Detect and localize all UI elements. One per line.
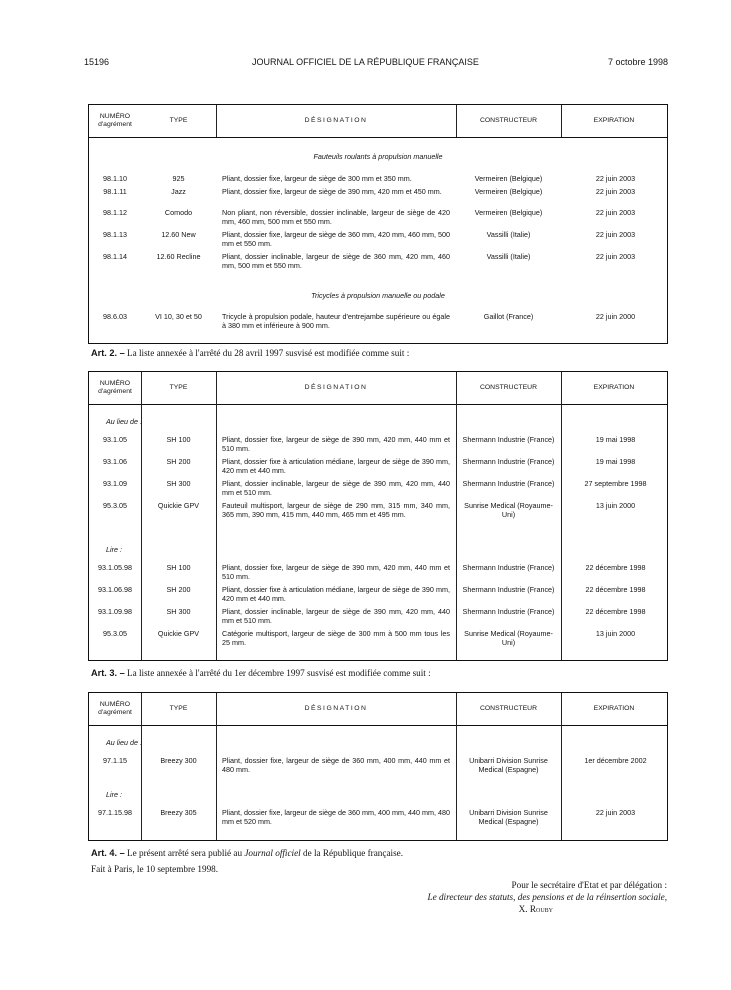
approval-number: 95.3.05 xyxy=(103,501,127,510)
manufacturer: Vassilli (Italie) xyxy=(486,252,531,261)
designation: Pliant, dossier fixe, largeur de siège de 300 mm et 350 mm. xyxy=(222,174,412,183)
publication-date: 7 octobre 1998 xyxy=(607,57,668,67)
article-3 xyxy=(91,668,431,678)
approval-number: 93.1.09.98 xyxy=(98,607,132,616)
designation: Pliant, dossier fixe à articulation médiane, largeur de siège de 390 mm, 420 mm et 440 mm. xyxy=(222,585,450,603)
header-numero: NUMÉRO d'agrément xyxy=(98,380,132,395)
manufacturer: Shermann Industrie (France) xyxy=(462,563,555,572)
table-header xyxy=(89,693,667,726)
section-lire: Lire : xyxy=(106,545,122,554)
section-au-lieu-de: Au lieu de : xyxy=(106,738,142,747)
header-constructeur: CONSTRUCTEUR xyxy=(479,117,538,124)
model-type: 12.60 Recline xyxy=(156,252,201,261)
divider xyxy=(456,372,457,660)
approval-table-2 xyxy=(88,371,668,661)
header-expiration: EXPIRATION xyxy=(593,705,635,712)
signatory-name: X. Rouby xyxy=(518,904,553,914)
divider xyxy=(216,372,217,660)
model-type: 925 xyxy=(172,174,185,183)
header-designation: DÉSIGNATION xyxy=(304,705,368,712)
designation: Pliant, dossier inclinable, largeur de siège de 360 mm, 420 mm, 460 mm, 500 mm et 550 mm. xyxy=(222,252,450,270)
manufacturer: Vermeiren (Belgique) xyxy=(474,187,543,196)
signature-line-2: Le directeur des statuts, des pensions et de la réinsertion sociale, xyxy=(427,892,667,902)
designation: Pliant, dossier inclinable, largeur de siège de 390 mm, 420 mm, 440 mm et 510 mm. xyxy=(222,607,450,625)
header-type: TYPE xyxy=(169,384,188,391)
expiration-date: 22 décembre 1998 xyxy=(585,607,646,616)
approval-number: 97.1.15.98 xyxy=(98,808,132,817)
designation: Pliant, dossier fixe à articulation médiane, largeur de siège de 390 mm, 420 mm et 440 mm. xyxy=(222,457,450,475)
approval-number: 93.1.06 xyxy=(103,457,127,466)
manufacturer: Sunrise Medical (Royaume-Uni) xyxy=(464,501,553,519)
divider xyxy=(456,693,457,840)
approval-number: 93.1.09 xyxy=(103,479,127,488)
article-2 xyxy=(91,348,409,358)
model-type: VI 10, 30 et 50 xyxy=(155,312,202,321)
model-type: Jazz xyxy=(171,187,186,196)
header-numero: NUMÉRO d'agrément xyxy=(98,701,132,716)
manufacturer: Shermann Industrie (France) xyxy=(462,607,555,616)
model-type: SH 300 xyxy=(166,607,191,616)
section-au-lieu-de: Au lieu de : xyxy=(106,417,142,426)
designation: Pliant, dossier fixe, largeur de siège de 360 mm, 400 mm, 440 mm, 480 mm et 520 mm. xyxy=(222,808,450,826)
model-type: SH 200 xyxy=(166,457,191,466)
approval-number: 98.1.13 xyxy=(103,230,127,239)
model-type: Quickie GPV xyxy=(157,501,200,510)
model-type: SH 100 xyxy=(166,563,191,572)
expiration-date: 22 juin 2000 xyxy=(595,312,636,321)
header-expiration: EXPIRATION xyxy=(593,384,635,391)
designation: Pliant, dossier fixe, largeur de siège de 390 mm, 420 mm et 450 mm. xyxy=(222,187,442,196)
section-lire: Lire : xyxy=(106,790,122,799)
designation: Non pliant, non réversible, dossier inclinable, largeur de siège de 420 mm, 460 mm, 500 mm et 550 mm. xyxy=(222,208,450,226)
model-type: SH 200 xyxy=(166,585,191,594)
approval-number: 97.1.15 xyxy=(103,756,127,765)
manufacturer: Vermeiren (Belgique) xyxy=(474,174,543,183)
designation: Pliant, dossier fixe, largeur de siège de 360 mm, 420 mm, 460 mm, 500 mm et 550 mm. xyxy=(222,230,450,248)
header-type: TYPE xyxy=(169,117,188,124)
manufacturer: Shermann Industrie (France) xyxy=(462,435,555,444)
approval-number: 98.1.11 xyxy=(103,187,127,196)
model-type: Breezy 305 xyxy=(160,808,197,817)
expiration-date: 1er décembre 2002 xyxy=(584,756,647,765)
designation: Catégorie multisport, largeur de siège de 300 mm à 500 mm tous les 25 mm. xyxy=(222,629,450,647)
divider xyxy=(216,693,217,840)
expiration-date: 13 juin 2000 xyxy=(595,501,636,510)
divider xyxy=(561,693,562,840)
expiration-date: 22 juin 2003 xyxy=(595,230,636,239)
expiration-date: 19 mai 1998 xyxy=(595,457,636,466)
model-type: 12.60 New xyxy=(161,230,196,239)
divider xyxy=(456,105,457,137)
header-designation: DÉSIGNATION xyxy=(304,384,368,391)
manufacturer: Unibarri Division Sunrise Medical (Espagne) xyxy=(469,756,548,774)
expiration-date: 22 juin 2003 xyxy=(595,187,636,196)
manufacturer: Unibarri Division Sunrise Medical (Espagne) xyxy=(469,808,548,826)
expiration-date: 19 mai 1998 xyxy=(595,435,636,444)
model-type: SH 100 xyxy=(166,435,191,444)
place-date: Fait à Paris, le 10 septembre 1998. xyxy=(91,864,219,874)
divider xyxy=(561,105,562,137)
journal-title: JOURNAL OFFICIEL DE LA RÉPUBLIQUE FRANÇAISE xyxy=(252,57,479,67)
divider xyxy=(141,693,142,840)
page-header xyxy=(84,57,668,71)
manufacturer: Shermann Industrie (France) xyxy=(462,585,555,594)
approval-number: 98.6.03 xyxy=(103,312,127,321)
expiration-date: 22 juin 2003 xyxy=(595,174,636,183)
approval-table-1 xyxy=(88,104,668,344)
table-header xyxy=(89,372,667,405)
page-number: 15196 xyxy=(84,57,110,67)
manufacturer: Shermann Industrie (France) xyxy=(462,457,555,466)
expiration-date: 13 juin 2000 xyxy=(595,629,636,638)
expiration-date: 27 septembre 1998 xyxy=(584,479,647,488)
section-title: Tricycles à propulsion manuelle ou podale xyxy=(311,291,445,300)
designation: Tricycle à propulsion podale, hauteur d'entrejambe supérieure ou égale à 380 mm et inférieure à 900 mm. xyxy=(222,312,450,330)
approval-number: 98.1.10 xyxy=(103,174,127,183)
header-constructeur: CONSTRUCTEUR xyxy=(479,384,538,391)
model-type: Breezy 300 xyxy=(160,756,197,765)
approval-number: 95.3.05 xyxy=(103,629,127,638)
designation: Fauteuil multisport, largeur de siège de 290 mm, 315 mm, 340 mm, 365 mm, 390 mm, 415 mm, 440 mm, 465 mm et 495 mm. xyxy=(222,501,450,519)
model-type: SH 300 xyxy=(166,479,191,488)
header-designation: DÉSIGNATION xyxy=(304,117,368,124)
header-type: TYPE xyxy=(169,705,188,712)
article-text: Le présent arrêté sera publié au xyxy=(127,848,245,858)
signature-line-1: Pour le secrétaire d'Etat et par délégation : xyxy=(511,880,667,890)
expiration-date: 22 juin 2003 xyxy=(595,208,636,217)
designation: Pliant, dossier inclinable, largeur de siège de 390 mm, 420 mm, 440 mm et 510 mm. xyxy=(222,479,450,497)
designation: Pliant, dossier fixe, largeur de siège de 390 mm, 420 mm, 440 mm et 510 mm. xyxy=(222,435,450,453)
model-type: Comodo xyxy=(164,208,193,217)
divider xyxy=(561,372,562,660)
article-text: La liste annexée à l'arrêté du 28 avril 1997 susvisé est modifiée comme suit : xyxy=(127,348,410,358)
approval-number: 98.1.14 xyxy=(103,252,127,261)
article-label: Art. 2. – xyxy=(91,348,125,358)
table-header xyxy=(89,105,667,138)
expiration-date: 22 juin 2003 xyxy=(595,252,636,261)
article-text: de la République française. xyxy=(300,848,404,858)
expiration-date: 22 décembre 1998 xyxy=(585,585,646,594)
expiration-date: 22 décembre 1998 xyxy=(585,563,646,572)
divider xyxy=(141,372,142,660)
approval-number: 98.1.12 xyxy=(103,208,127,217)
divider xyxy=(216,105,217,137)
approval-number: 93.1.05 xyxy=(103,435,127,444)
manufacturer: Gaillot (France) xyxy=(483,312,534,321)
article-label: Art. 3. – xyxy=(91,668,125,678)
model-type: Quickie GPV xyxy=(157,629,200,638)
article-4 xyxy=(91,848,403,858)
expiration-date: 22 juin 2003 xyxy=(595,808,636,817)
approval-number: 93.1.05.98 xyxy=(98,563,132,572)
manufacturer: Vermeiren (Belgique) xyxy=(474,208,543,217)
article-label: Art. 4. – xyxy=(91,848,125,858)
approval-table-3 xyxy=(88,692,668,841)
approval-number: 93.1.06.98 xyxy=(98,585,132,594)
header-numero: NUMÉRO d'agrément xyxy=(98,113,132,128)
journal-name: Journal officiel xyxy=(244,848,301,858)
manufacturer: Vassilli (Italie) xyxy=(486,230,531,239)
section-title: Fauteuils roulants à propulsion manuelle xyxy=(313,152,443,161)
header-expiration: EXPIRATION xyxy=(593,117,635,124)
manufacturer: Shermann Industrie (France) xyxy=(462,479,555,488)
designation: Pliant, dossier fixe, largeur de siège de 360 mm, 400 mm, 440 mm et 480 mm. xyxy=(222,756,450,774)
article-text: La liste annexée à l'arrêté du 1er décembre 1997 susvisé est modifiée comme suit : xyxy=(127,668,431,678)
header-constructeur: CONSTRUCTEUR xyxy=(479,705,538,712)
designation: Pliant, dossier fixe, largeur de siège de 390 mm, 420 mm, 440 mm et 510 mm. xyxy=(222,563,450,581)
manufacturer: Sunrise Medical (Royaume-Uni) xyxy=(464,629,553,647)
